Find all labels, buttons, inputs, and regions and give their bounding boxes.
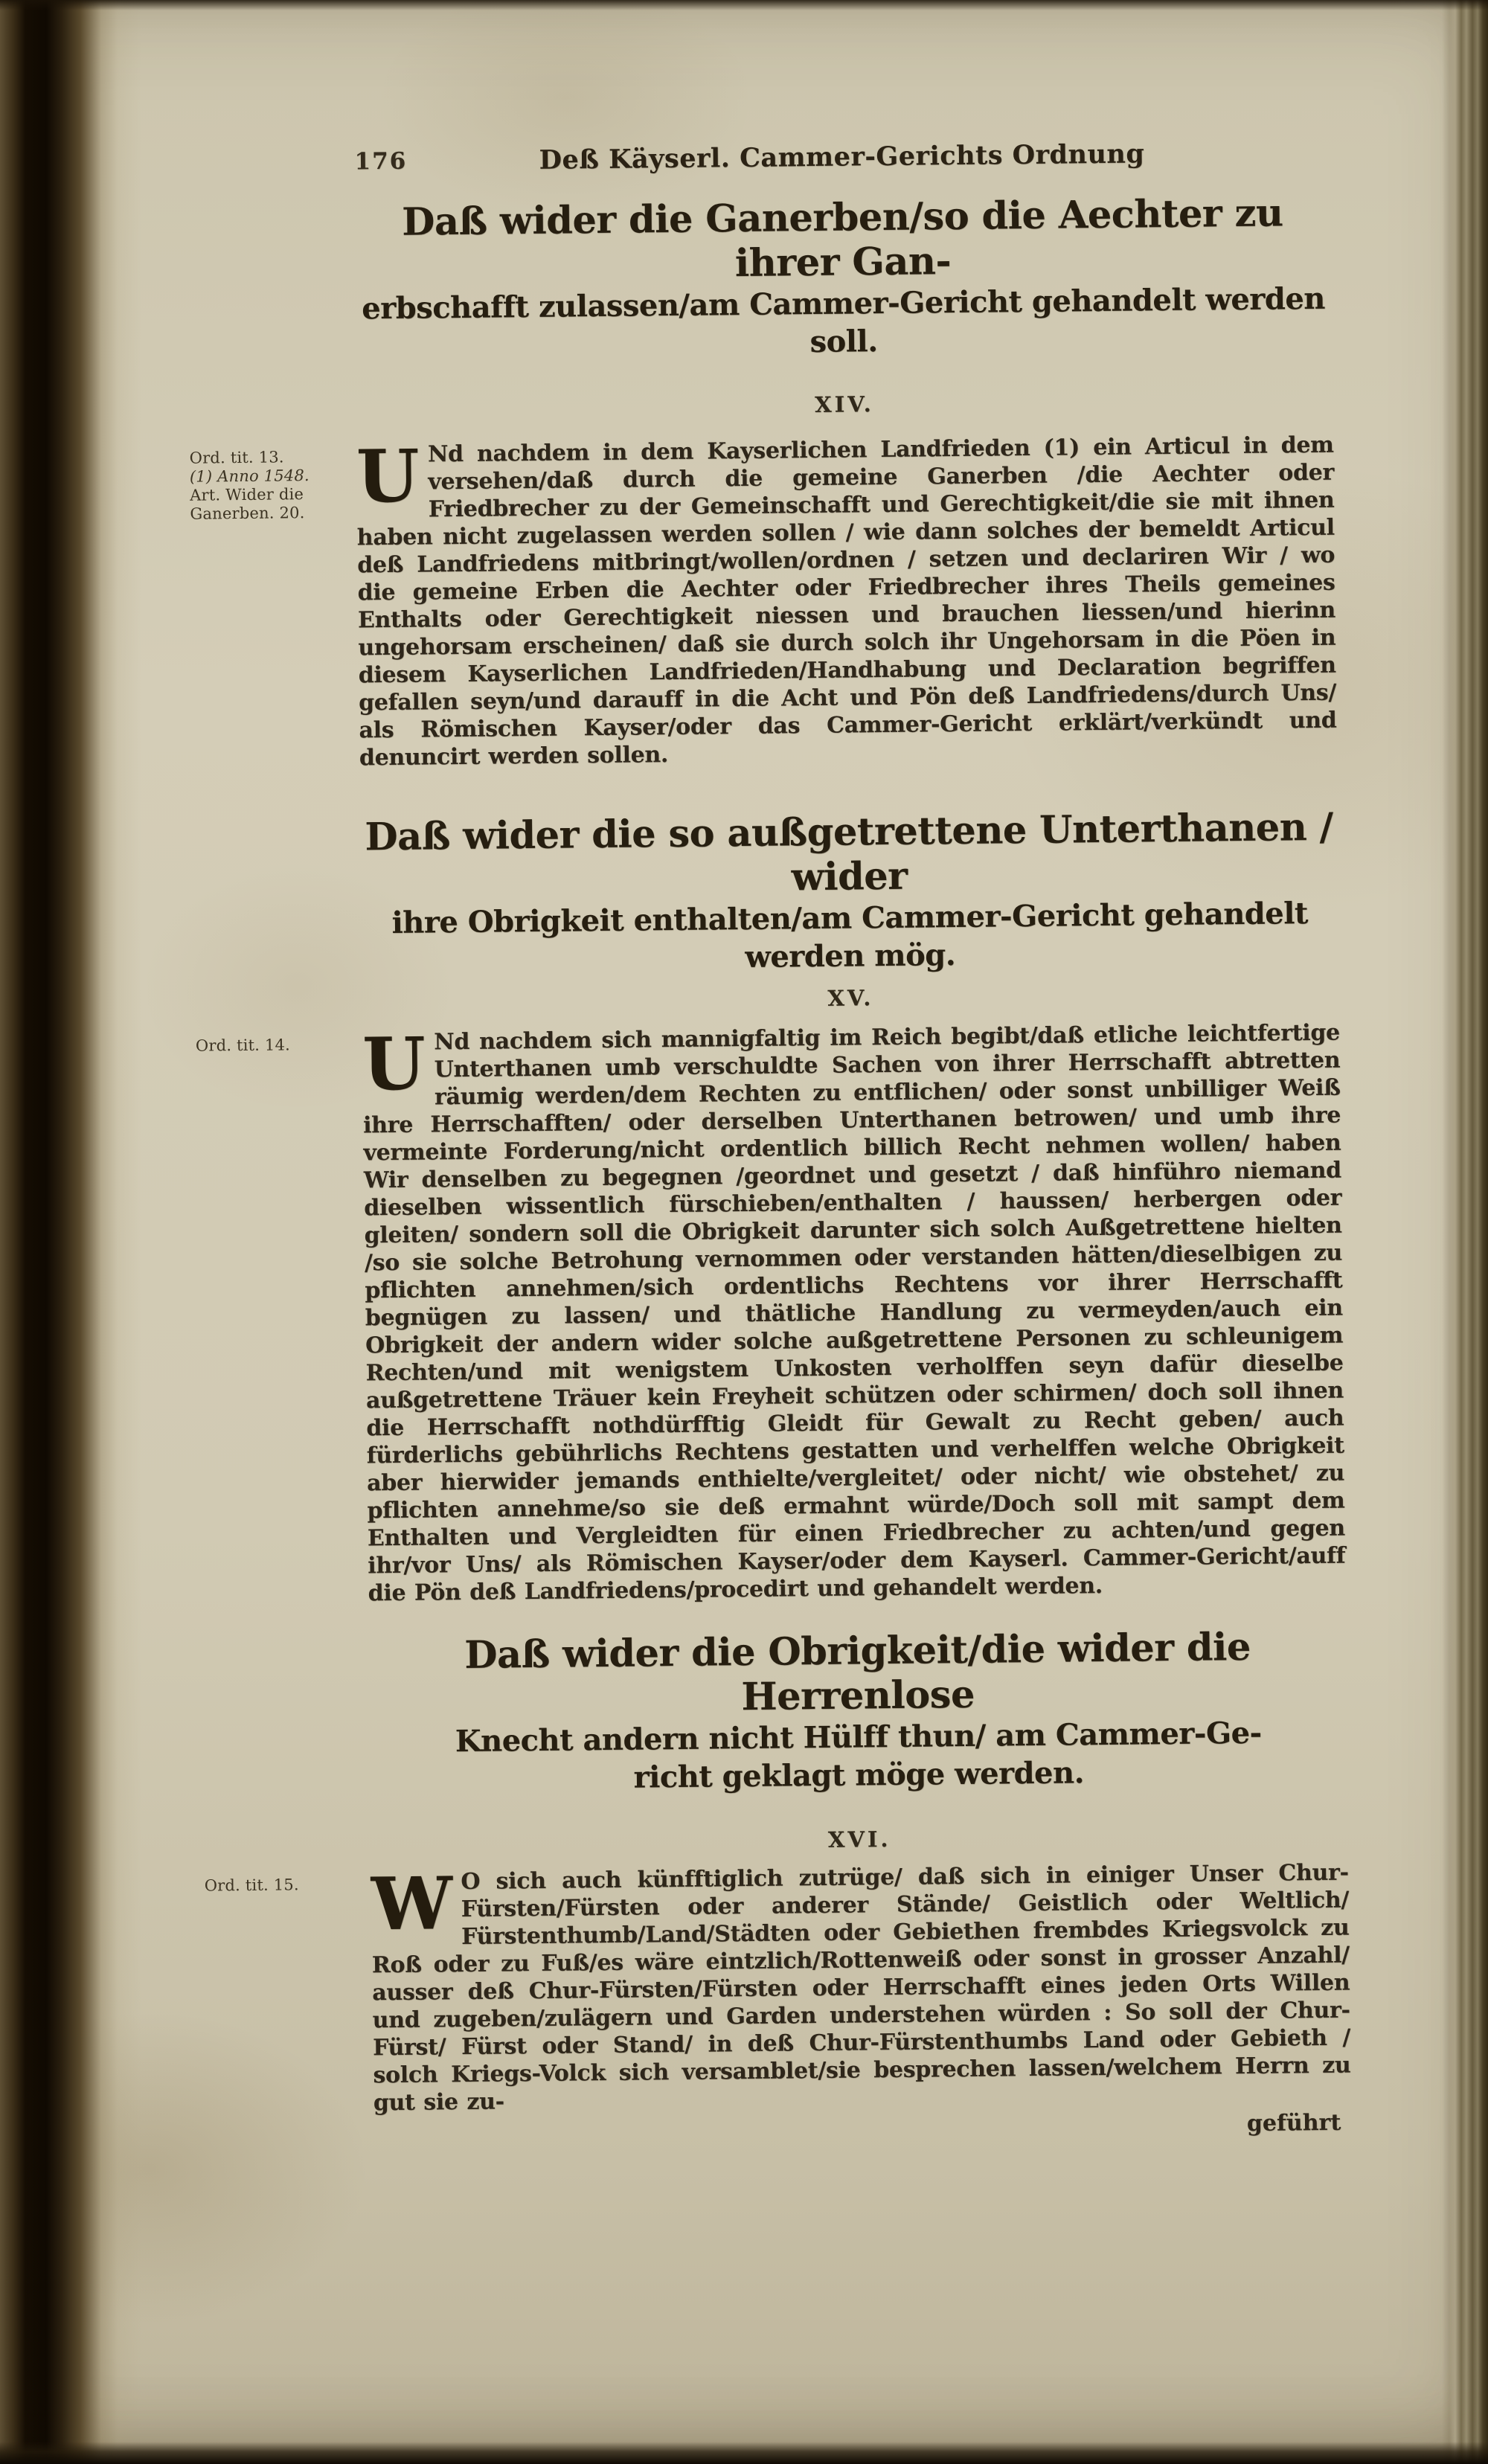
section-xv bbox=[195, 804, 1346, 1608]
section-numeral: XV. bbox=[827, 985, 874, 1011]
drop-cap-initial: U bbox=[356, 433, 420, 519]
heading-line: Daß wider die so außgetrettene Unterthanen / wider bbox=[365, 804, 1333, 900]
heading-line: werden mög. bbox=[745, 937, 956, 975]
margin-note: Ord. tit. 13. bbox=[189, 448, 284, 467]
heading-line: Daß wider die Ganerben/so die Aechter zu ihrer Gan- bbox=[401, 190, 1283, 286]
body-text bbox=[362, 1019, 1346, 1608]
catchword: geführt bbox=[1246, 2109, 1341, 2137]
page-number: 176 bbox=[354, 147, 408, 176]
margin-note: Ord. tit. 15. bbox=[204, 1876, 299, 1895]
body-text-run: Nd nachdem in dem Kayserlichen Landfrieden (1) ein Articul in dem versehen/daß durch die gemeine Ganerben /die Aechter oder Friedbrecher zu der Gemeinschafft und Gerechtigkeit/die sie mit ihnen haben nicht zugelassen werden sollen / wie dann solches der bemeldt Articul deß Landfriedens mitbringt/wollen/ordnen / setzen und declariren Wir / wo die gemeine Erben die Aechter oder Friedbrecher ihres Theils gemeines Enthalts oder Gerechtigkeit niessen und brauchen liessen/und hierinn ungehorsam erscheinen/ daß sie durch solch ihr Ungehorsam in die Pöen in diesem Kayserlichen Landfrieden/Handhabung und Declaration begriffen gefallen seyn/und darauff in die Acht und Pön deß Landfriedens/durch Uns/ als Römischen Kayser/oder das Cammer-Gericht erklärt/verkündt und denuncirt werden sollen. bbox=[356, 431, 1337, 771]
heading-line: richt geklagt möge werden. bbox=[633, 1755, 1085, 1795]
heading-line: Knecht andern nicht Hülff thun/ am Cammer-Ge- bbox=[455, 1715, 1262, 1759]
running-header: Deß Käyserl. Cammer-Gerichts Ordnung bbox=[539, 138, 1145, 176]
heading-line: erbschafft zulassen/am Cammer-Gericht gehandelt werden soll. bbox=[362, 280, 1326, 360]
body-text-run: O sich auch künfftiglich zutrüge/ daß sich in einiger Unser Chur-Fürsten/Fürsten oder anderer Stände/ Geistlich oder Weltlich/ Fürstenthumb/Land/Städten oder Gebiethen frembdes Kriegsvolck zu Roß oder zu Fuß/es wäre eintzlich/Rottenweiß oder sonst in grosser Anzahl/ ausser deß Chur-Fürsten/Fürsten oder Herrschafft eines jeden Orts Willen und zugeben/zulägern und Garden understehen würden : So soll der Chur-Fürst/ Fürst oder Stand/ in deß Chur-Fürstenthumbs Land oder Gebieth / solch Kriegs-Volck sich versamblet/sie besprechen lassen/welchem Herrn zu gut sie zu- bbox=[371, 1859, 1351, 2117]
margin-note: Art. Wider die bbox=[190, 485, 304, 504]
body-text bbox=[371, 1859, 1351, 2117]
body-text bbox=[356, 431, 1337, 772]
running-head-row bbox=[353, 137, 1330, 182]
section-paragraph bbox=[204, 1859, 1351, 2117]
heading-line: ihre Obrigkeit enthalten/am Cammer-Gericht gehandelt bbox=[391, 896, 1309, 940]
margin-notes bbox=[190, 448, 348, 524]
section-paragraph bbox=[195, 1019, 1346, 1608]
body-text-run: Nd nachdem sich mannigfaltig im Reich begibt/daß etliche leichtfertige Unterthanen umb verschuldte Sachen von ihrer Herrschafft abtretten räumig werden/dem Rechten zu entflichen/ oder sonst unbilliger Weiß ihre Herrschafften/ oder derselben Unterthanen betrowen/ und umb ihre vermeinte Forderung/nicht ordentlich billich Recht nehmen wollen/ haben Wir denselben zu begegnen /geordnet und gesetzt / daß hinführo niemand dieselben wissentlich fürschieben/enthalten / haussen/ herbergen oder gleiten/ sondern soll die Obrigkeit darunter sich solch Außgetrettene hielten /so sie solche Betrohung vernommen oder verstanden hätten/dieselbigen zu pflichten annehmen/sich ordentlichs Rechtens vor ihrer Herrschafft begnügen zu lassen/ und thätliche Handlung zu vermeyden/auch ein Obrigkeit der andern wider solche außgetrettene Personen zu schleunigem Rechten/und mit wenigstem Unkosten verholffen seyn dafür dieselbe außgetrettene Träuer kein Freyheit schützen oder schirmen/ doch soll ihnen die Herrschafft nothdürfftig Gleidt für Gewalt zu Recht geben/ auch fürderlichs gebührlichs Rechtens gestatten und verhelffen welche Obrigkeit aber hierwider jemands enthielte/vergleitet/ oder nicht/ wie obstehet/ zu pflichten annehme/so sie deß ermahnt würde/Doch soll mit sampt dem Enthalten und Vergleidten für einen Friedbrecher zu achten/und gegen ihr/vor Uns/ als Römischen Kayser/oder dem Kayserl. Cammer-Gericht/auff die Pön deß Landfriedens/procedirt und gehandelt werden. bbox=[362, 1019, 1346, 1607]
section-xiv-heading bbox=[353, 190, 1333, 366]
margin-notes bbox=[196, 1035, 353, 1055]
section-xvi bbox=[204, 1624, 1351, 2117]
section-xv-heading bbox=[360, 805, 1339, 981]
section-numeral: XIV. bbox=[815, 391, 874, 417]
margin-notes bbox=[205, 1875, 362, 1895]
margin-note: Ganerben. 20. bbox=[190, 504, 305, 523]
margin-note: (1) Anno 1548. bbox=[189, 466, 310, 486]
drop-cap-initial: W bbox=[371, 1861, 453, 1947]
margin-note: Ord. tit. 14. bbox=[195, 1036, 291, 1055]
section-xvi-heading bbox=[368, 1624, 1347, 1800]
drop-cap-initial: U bbox=[362, 1021, 426, 1107]
page-bottom-edge-shadow bbox=[0, 2442, 1488, 2464]
section-paragraph bbox=[189, 431, 1337, 772]
section-numeral: XVI. bbox=[827, 1826, 891, 1852]
section-xiv bbox=[189, 190, 1337, 772]
heading-line: Daß wider die Obrigkeit/die wider die Herrenlose bbox=[464, 1624, 1251, 1720]
